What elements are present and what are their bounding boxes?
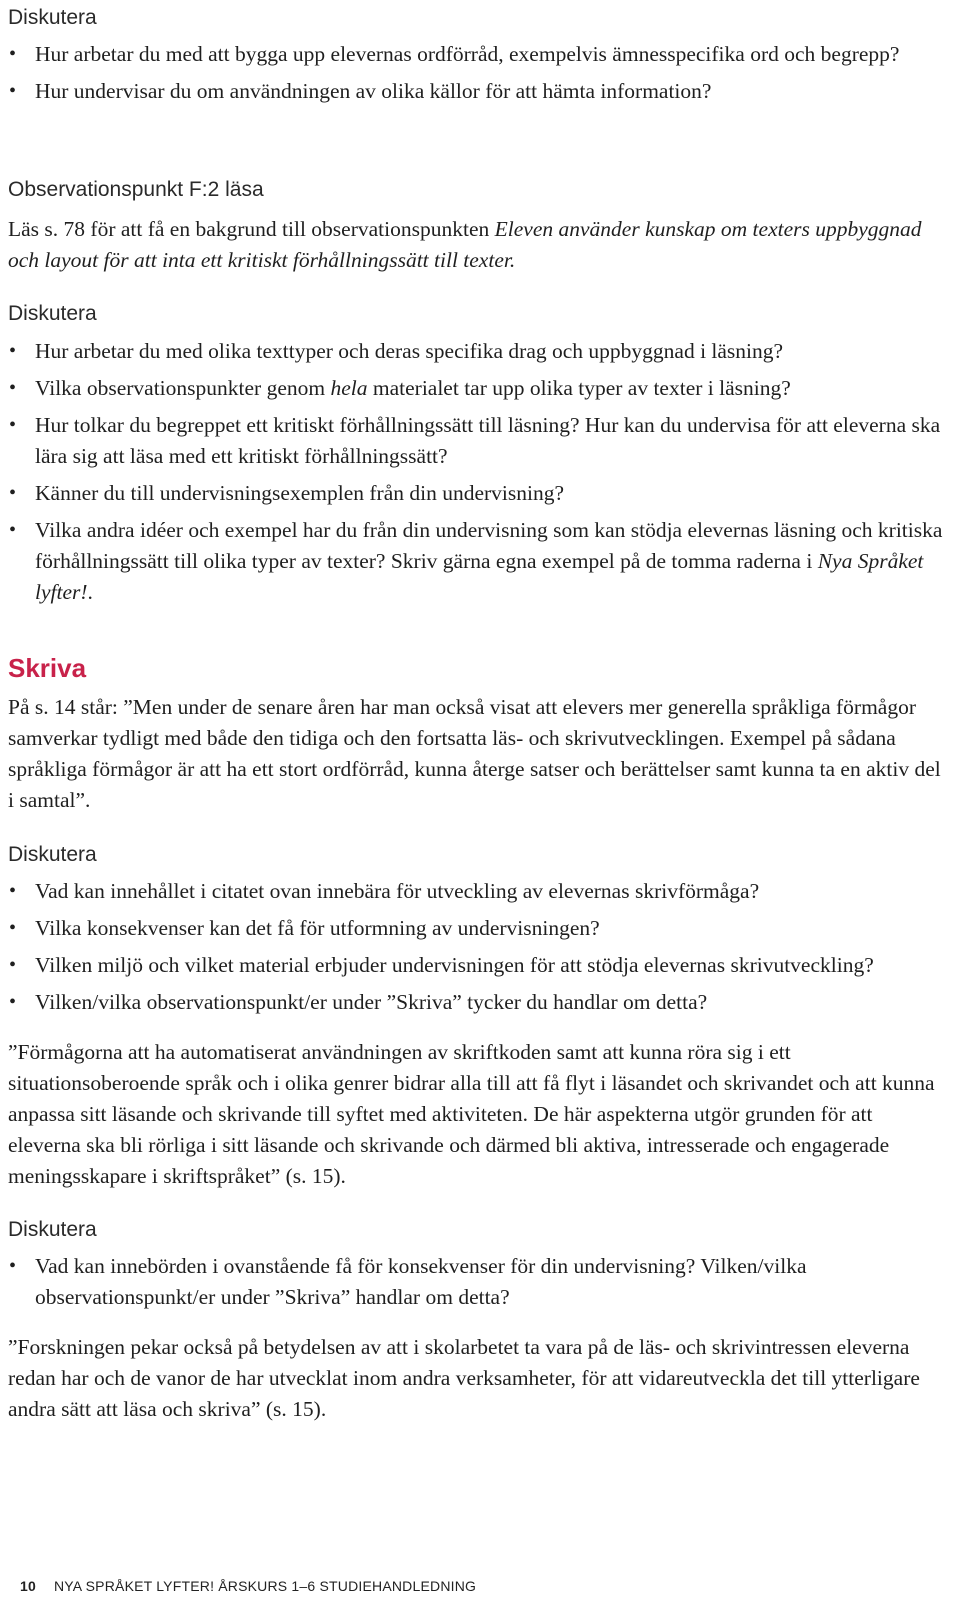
section-heading-skriva: Skriva	[8, 653, 87, 683]
quote-paragraph-1: På s. 14 står: ”Men under de senare åren har man också visat att elevers mer generella språkliga förmågor samverkar tydligt med både den tidiga och den fortsatta läs- och skrivutvecklingen. Exempel på sådana språkliga förmågor är att ha ett stort ordförråd, kunna återge satser och berättelser samt kunna ta en aktiv del i samtal”.	[8, 695, 941, 812]
list-item: • Vilken miljö och vilket material erbjuder undervisningen för att stödja elevernas skrivutveckling?	[8, 950, 943, 981]
list-item: • Vilka konsekvenser kan det få för utformning av undervisningen?	[8, 913, 943, 944]
list-item: • Känner du till undervisningsexemplen från din undervisning?	[8, 478, 943, 509]
quote-paragraph-3: ”Forskningen pekar också på betydelsen av att i skolarbetet ta vara på de läs- och skrivintressen eleverna redan har och de vanor de har utvecklat inom andra verksamheter, för att vidareutveckla det till ytterligare andra sätt att läsa och skriva” (s. 15).	[8, 1335, 920, 1421]
discussion-list-1	[8, 39, 908, 107]
page-footer	[20, 1578, 476, 1594]
discuss-heading-1: Diskutera	[8, 6, 97, 29]
discussion-list-3	[8, 876, 943, 1018]
list-item: • Vilka andra idéer och exempel har du från din undervisning som kan stödja elevernas läsning och kritiska förhållningssätt till olika typer av texter? Skriv gärna egna exempel på de tomma raderna i Nya Språket lyfter!.	[8, 515, 943, 608]
quote-paragraph-2: ”Förmågorna att ha automatiserat användningen av skriftkoden samt att kunna röra sig i ett situationsoberoende språk och i olika genrer bidrar alla till att få flyt i läsandet och skrivandet och att kunna anpassa sitt läsande och skrivande till syftet med aktiviteten. De här aspekterna utgör grunden för att eleverna ska bli rörliga i sitt läsande och skrivande och därmed bli aktiva, intresserade och engagerade meningsskapare i skriftspråket” (s. 15).	[8, 1040, 935, 1188]
intro-text: Läs s. 78 för att få en bakgrund till observationspunkten	[8, 217, 495, 241]
footer-title: NYA SPRÅKET LYFTER! ÅRSKURS 1–6 STUDIEHANDLEDNING	[53, 1578, 477, 1594]
list-item: • Hur arbetar du med att bygga upp elevernas ordförråd, exempelvis ämnesspecifika ord och begrepp?	[8, 39, 908, 70]
discuss-heading-4: Diskutera	[8, 1218, 97, 1241]
discuss-heading-3: Diskutera	[8, 843, 97, 866]
list-item: • Vad kan innebörden i ovanstående få för konsekvenser för din undervisning? Vilken/vilka observationspunkt/er under ”Skriva” handlar om detta?	[8, 1251, 908, 1313]
list-item: • Hur tolkar du begreppet ett kritiskt förhållningssätt till läsning? Hur kan du undervisa för att eleverna ska lära sig att läsa med ett kritiskt förhållningssätt?	[8, 410, 943, 472]
discussion-list-2	[8, 336, 943, 608]
discuss-heading-2: Diskutera	[8, 302, 97, 325]
list-item: • Vad kan innehållet i citatet ovan innebära för utveckling av elevernas skrivförmåga?	[8, 876, 943, 907]
intro-italic-text: Eleven använder kunskap om texters uppbyggnad och layout för att inta ett kritiskt förhållningssätt till texter.	[8, 217, 922, 272]
list-item: • Hur arbetar du med olika texttyper och deras specifika drag och uppbyggnad i läsning?	[8, 336, 943, 367]
observation-intro	[8, 214, 943, 276]
discussion-list-4	[8, 1251, 908, 1313]
list-item: • Vilka observationspunkter genom hela materialet tar upp olika typer av texter i läsning?	[8, 373, 943, 404]
page-number: 10	[20, 1578, 36, 1594]
observation-heading: Observationspunkt F:2 läsa	[8, 178, 264, 201]
list-item: • Hur undervisar du om användningen av olika källor för att hämta information?	[8, 76, 908, 107]
list-item: • Vilken/vilka observationspunkt/er under ”Skriva” tycker du handlar om detta?	[8, 987, 943, 1018]
